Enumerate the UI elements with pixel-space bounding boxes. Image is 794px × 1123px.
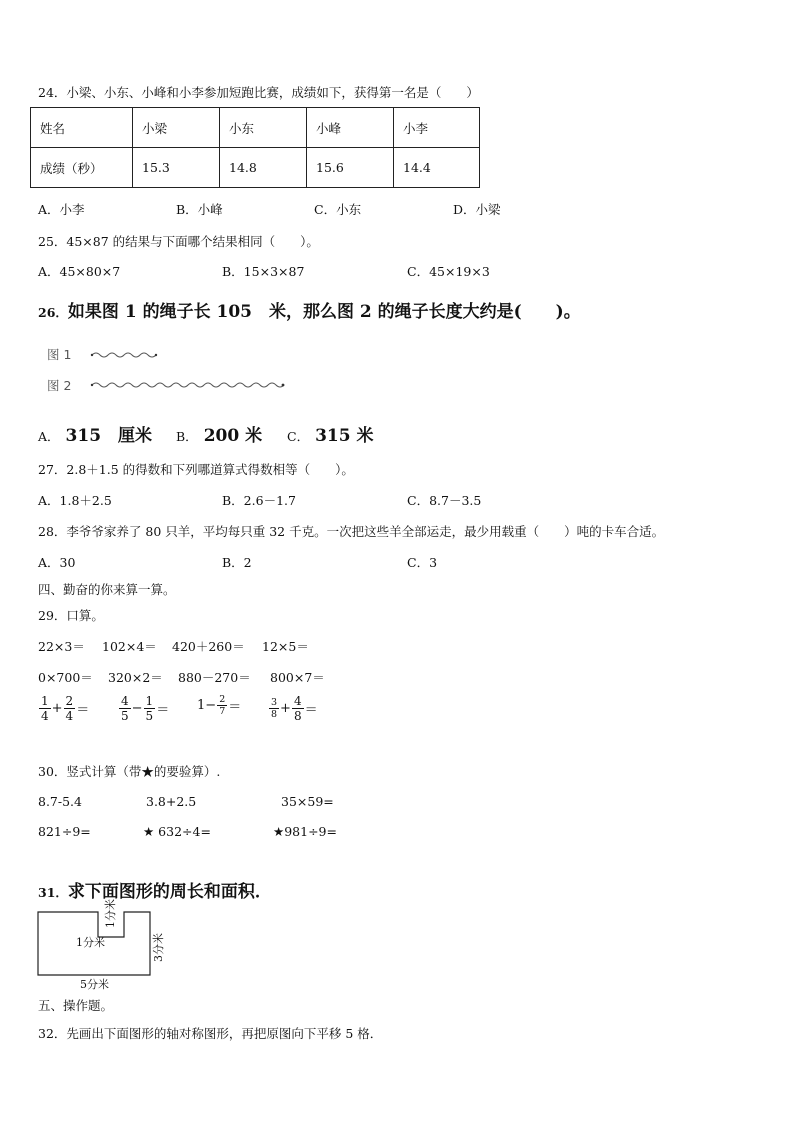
vertical-calc-4: 821÷9= <box>38 824 91 839</box>
denominator: 4 <box>65 709 74 723</box>
denominator: 4 <box>41 709 49 723</box>
q26-option-a <box>38 421 152 446</box>
equals-sign: ＝ <box>304 703 318 718</box>
rope-figure-1 <box>90 349 160 361</box>
q32-text: 32．先画出下面图形的轴对称图形，再把原图向下平移 5 格． <box>38 1026 383 1041</box>
section-4-heading: 四、勤奋的你来算一算。 <box>38 582 176 597</box>
option-letter: C． <box>287 429 310 444</box>
q30-title: 30．竖式计算（带★的要验算）. <box>38 764 221 779</box>
numerator: 2 <box>65 694 74 708</box>
numerator: 1 <box>41 694 49 708</box>
q27-option-b: B．2.6－1.7 <box>222 493 296 508</box>
vertical-calc-6: ★981÷9= <box>273 824 337 839</box>
table-cell: 成绩（秒） <box>31 148 133 188</box>
q24-option-d: D．小梁 <box>453 202 501 217</box>
q24-option-a: A．小李 <box>38 202 85 217</box>
fraction-calc-2 <box>118 694 169 723</box>
q27-option-a: A．1.8＋2.5 <box>38 493 112 508</box>
option-letter: B． <box>176 429 198 444</box>
q24-option-c: C．小东 <box>314 202 362 217</box>
q29-title: 29．口算。 <box>38 608 104 623</box>
operator: − <box>205 698 217 713</box>
table-cell: 14.4 <box>394 148 480 188</box>
oral-calc-6: 320×2＝ <box>108 670 163 685</box>
option-value: 315 厘米 <box>65 426 153 446</box>
equals-sign: ＝ <box>76 703 90 718</box>
table-cell: 小峰 <box>307 108 394 148</box>
q28-option-b: B．2 <box>222 555 252 570</box>
denominator: 8 <box>271 709 278 720</box>
denominator: 7 <box>219 706 226 717</box>
q25-option-c: C．45×19×3 <box>407 264 490 279</box>
q24-option-b: B．小峰 <box>176 202 223 217</box>
q27-option-c: C．8.7－3.5 <box>407 493 482 508</box>
oral-calc-1: 22×3＝ <box>38 639 85 654</box>
fraction-calc-3 <box>197 694 241 717</box>
numerator: 4 <box>121 694 129 708</box>
whole-number: 1 <box>197 698 206 713</box>
numerator: 3 <box>271 697 278 708</box>
q25-option-a: A．45×80×7 <box>38 264 121 279</box>
table-cell: 小东 <box>220 108 307 148</box>
table-cell: 小李 <box>394 108 480 148</box>
numerator: 2 <box>219 694 226 705</box>
notch-depth-label: 1分米 <box>104 899 117 928</box>
equals-sign: ＝ <box>228 700 242 715</box>
fraction-calc-4 <box>268 694 318 723</box>
figure-2-label: 图 2 <box>47 378 72 393</box>
option-value: 315 米 <box>315 426 374 446</box>
q26-number: 26． <box>38 305 68 320</box>
table-row <box>31 108 480 148</box>
table-cell: 姓名 <box>31 108 133 148</box>
q25-text: 25．45×87 的结果与下面哪个结果相同（ ）。 <box>38 234 319 249</box>
vertical-calc-3: 35×59= <box>281 794 334 809</box>
table-cell: 小梁 <box>133 108 220 148</box>
q31-line <box>38 877 272 902</box>
score-table <box>30 107 480 188</box>
q26-option-c <box>287 421 373 446</box>
width-label: 5分米 <box>80 978 109 991</box>
numerator: 1 <box>145 694 154 708</box>
q25-option-b: B．15×3×87 <box>222 264 305 279</box>
option-letter: A． <box>38 429 60 444</box>
table-cell: 15.6 <box>307 148 394 188</box>
q28-option-c: C．3 <box>407 555 438 570</box>
equals-sign: ＝ <box>156 703 170 718</box>
table-row <box>31 148 480 188</box>
q31-text: 求下面图形的周长和面积． <box>67 882 272 902</box>
denominator: 5 <box>145 709 154 723</box>
oral-calc-3: 420＋260＝ <box>172 639 245 654</box>
section-5-heading: 五、操作题。 <box>38 998 114 1013</box>
vertical-calc-1: 8.7-5.4 <box>38 794 82 809</box>
operator: + <box>280 701 291 716</box>
operator: + <box>51 701 63 716</box>
height-label: 3分米 <box>152 933 165 962</box>
figure-1-label: 图 1 <box>47 347 72 362</box>
q24-text: 24．小梁、小东、小峰和小李参加短跑比赛，成绩如下，获得第一名是（ ） <box>38 85 479 100</box>
operator: − <box>131 701 143 716</box>
q31-number: 31． <box>38 885 68 900</box>
vertical-calc-5: ★ 632÷4= <box>143 824 211 839</box>
denominator: 8 <box>293 709 302 723</box>
q27-text: 27．2.8＋1.5 的得数和下列哪道算式得数相等（ ）。 <box>38 462 354 477</box>
oral-calc-5: 0×700＝ <box>38 670 93 685</box>
notch-width-label: 1分米 <box>76 936 105 949</box>
table-cell: 15.3 <box>133 148 220 188</box>
oral-calc-2: 102×4＝ <box>102 639 157 654</box>
q26-option-b <box>176 421 262 446</box>
oral-calc-7: 880－270＝ <box>178 670 251 685</box>
option-value: 200 米 <box>203 426 263 446</box>
q26-text: 如果图 1 的绳子长 105 米，那么图 2 的绳子长度大约是( )。 <box>67 302 581 322</box>
q26-line <box>38 297 581 322</box>
q28-text: 28．李爷爷家养了 80 只羊，平均每只重 32 千克。一次把这些羊全部运走，最少用载重（ ）吨的卡车合适。 <box>38 524 665 539</box>
table-cell: 14.8 <box>220 148 307 188</box>
denominator: 5 <box>121 709 129 723</box>
rope-figure-2 <box>90 379 286 391</box>
q28-option-a: A．30 <box>38 555 76 570</box>
numerator: 4 <box>293 694 302 708</box>
oral-calc-4: 12×5＝ <box>262 639 309 654</box>
fraction-calc-1 <box>38 694 89 723</box>
vertical-calc-2: 3.8+2.5 <box>146 794 197 809</box>
oral-calc-8: 800×7＝ <box>270 670 325 685</box>
